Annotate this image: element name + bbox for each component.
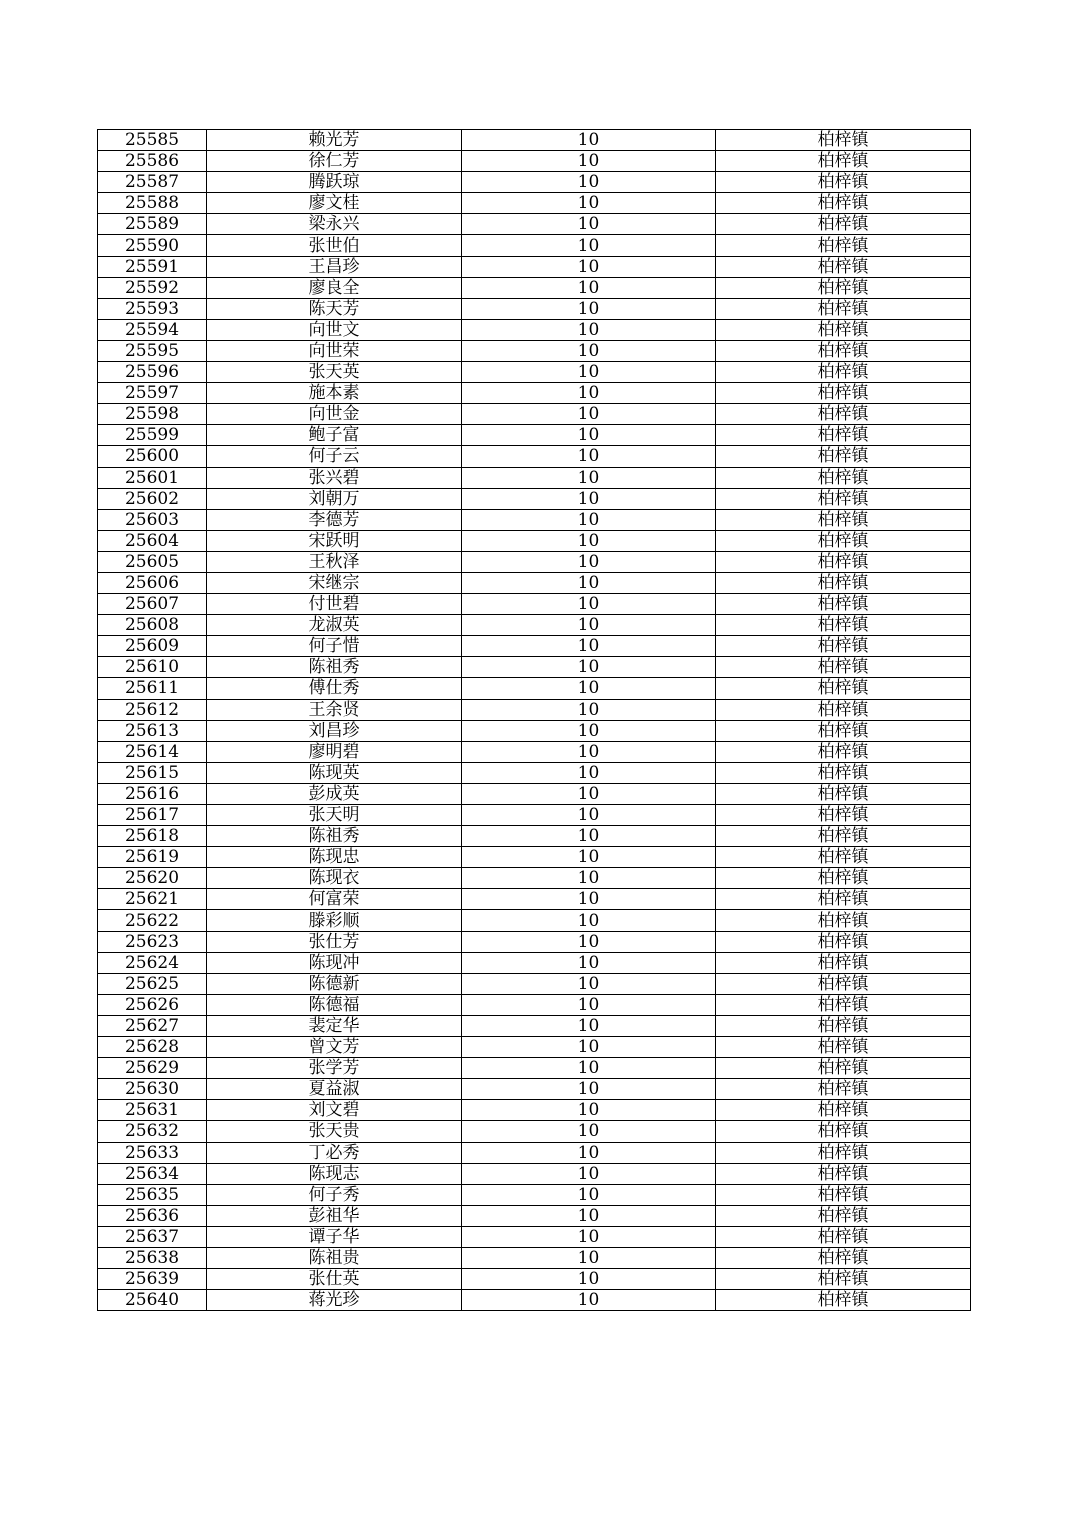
town-cell: 柏梓镇 (716, 594, 971, 615)
table-row (98, 678, 971, 699)
town-cell: 柏梓镇 (716, 847, 971, 868)
row-id-cell: 25614 (98, 741, 207, 762)
row-id-cell: 25612 (98, 699, 207, 720)
table-row (98, 235, 971, 256)
row-id-cell: 25639 (98, 1269, 207, 1290)
name-cell: 张天英 (207, 362, 462, 383)
table-row (98, 636, 971, 657)
table-row (98, 762, 971, 783)
town-cell: 柏梓镇 (716, 994, 971, 1015)
table-row (98, 594, 971, 615)
table-row (98, 1226, 971, 1247)
amount-cell: 10 (462, 868, 716, 889)
table-row (98, 615, 971, 636)
row-id-cell: 25617 (98, 805, 207, 826)
table-row (98, 868, 971, 889)
town-cell: 柏梓镇 (716, 509, 971, 530)
amount-cell: 10 (462, 1290, 716, 1311)
table-row (98, 1079, 971, 1100)
row-id-cell: 25618 (98, 826, 207, 847)
town-cell: 柏梓镇 (716, 193, 971, 214)
amount-cell: 10 (462, 1184, 716, 1205)
amount-cell: 10 (462, 551, 716, 572)
town-cell: 柏梓镇 (716, 1269, 971, 1290)
row-id-cell: 25623 (98, 931, 207, 952)
name-cell: 陈现英 (207, 762, 462, 783)
table-row (98, 530, 971, 551)
table-row (98, 319, 971, 340)
amount-cell: 10 (462, 657, 716, 678)
name-cell: 蒋光珍 (207, 1290, 462, 1311)
table-row (98, 362, 971, 383)
table-row (98, 783, 971, 804)
amount-cell: 10 (462, 699, 716, 720)
table-row (98, 1142, 971, 1163)
town-cell: 柏梓镇 (716, 868, 971, 889)
row-id-cell: 25625 (98, 973, 207, 994)
row-id-cell: 25627 (98, 1015, 207, 1036)
amount-cell: 10 (462, 1247, 716, 1268)
name-cell: 陈现衣 (207, 868, 462, 889)
table-row (98, 214, 971, 235)
town-cell: 柏梓镇 (716, 467, 971, 488)
table-row (98, 193, 971, 214)
table-row (98, 130, 971, 151)
town-cell: 柏梓镇 (716, 1058, 971, 1079)
amount-cell: 10 (462, 383, 716, 404)
name-cell: 彭祖华 (207, 1205, 462, 1226)
amount-cell: 10 (462, 952, 716, 973)
amount-cell: 10 (462, 826, 716, 847)
row-id-cell: 25628 (98, 1037, 207, 1058)
row-id-cell: 25601 (98, 467, 207, 488)
amount-cell: 10 (462, 151, 716, 172)
table-row (98, 425, 971, 446)
row-id-cell: 25604 (98, 530, 207, 551)
amount-cell: 10 (462, 762, 716, 783)
name-cell: 向世荣 (207, 340, 462, 361)
town-cell: 柏梓镇 (716, 1290, 971, 1311)
name-cell: 徐仁芳 (207, 151, 462, 172)
name-cell: 曾文芳 (207, 1037, 462, 1058)
table-row (98, 994, 971, 1015)
amount-cell: 10 (462, 193, 716, 214)
amount-cell: 10 (462, 1269, 716, 1290)
name-cell: 刘昌珍 (207, 720, 462, 741)
town-cell: 柏梓镇 (716, 256, 971, 277)
name-cell: 滕彩顺 (207, 910, 462, 931)
name-cell: 何富荣 (207, 889, 462, 910)
row-id-cell: 25609 (98, 636, 207, 657)
town-cell: 柏梓镇 (716, 383, 971, 404)
table-row (98, 551, 971, 572)
town-cell: 柏梓镇 (716, 404, 971, 425)
table-row (98, 172, 971, 193)
row-id-cell: 25587 (98, 172, 207, 193)
town-cell: 柏梓镇 (716, 1037, 971, 1058)
row-id-cell: 25635 (98, 1184, 207, 1205)
table-row (98, 720, 971, 741)
amount-cell: 10 (462, 1015, 716, 1036)
amount-cell: 10 (462, 741, 716, 762)
town-cell: 柏梓镇 (716, 1015, 971, 1036)
amount-cell: 10 (462, 1121, 716, 1142)
data-table (97, 129, 971, 1311)
town-cell: 柏梓镇 (716, 340, 971, 361)
name-cell: 张仕英 (207, 1269, 462, 1290)
row-id-cell: 25629 (98, 1058, 207, 1079)
town-cell: 柏梓镇 (716, 319, 971, 340)
table-row (98, 151, 971, 172)
amount-cell: 10 (462, 488, 716, 509)
town-cell: 柏梓镇 (716, 488, 971, 509)
amount-cell: 10 (462, 720, 716, 741)
amount-cell: 10 (462, 446, 716, 467)
name-cell: 鲍子富 (207, 425, 462, 446)
row-id-cell: 25608 (98, 615, 207, 636)
town-cell: 柏梓镇 (716, 805, 971, 826)
row-id-cell: 25591 (98, 256, 207, 277)
town-cell: 柏梓镇 (716, 1079, 971, 1100)
amount-cell: 10 (462, 1058, 716, 1079)
town-cell: 柏梓镇 (716, 1226, 971, 1247)
row-id-cell: 25621 (98, 889, 207, 910)
row-id-cell: 25636 (98, 1205, 207, 1226)
name-cell: 廖良全 (207, 277, 462, 298)
name-cell: 何子惜 (207, 636, 462, 657)
name-cell: 陈祖秀 (207, 657, 462, 678)
table-row (98, 277, 971, 298)
amount-cell: 10 (462, 1100, 716, 1121)
name-cell: 宋继宗 (207, 572, 462, 593)
town-cell: 柏梓镇 (716, 551, 971, 572)
name-cell: 向世金 (207, 404, 462, 425)
town-cell: 柏梓镇 (716, 425, 971, 446)
name-cell: 陈祖贵 (207, 1247, 462, 1268)
table-row (98, 910, 971, 931)
row-id-cell: 25596 (98, 362, 207, 383)
name-cell: 傅仕秀 (207, 678, 462, 699)
amount-cell: 10 (462, 931, 716, 952)
name-cell: 陈现冲 (207, 952, 462, 973)
row-id-cell: 25594 (98, 319, 207, 340)
town-cell: 柏梓镇 (716, 362, 971, 383)
town-cell: 柏梓镇 (716, 1247, 971, 1268)
amount-cell: 10 (462, 594, 716, 615)
town-cell: 柏梓镇 (716, 762, 971, 783)
amount-cell: 10 (462, 615, 716, 636)
town-cell: 柏梓镇 (716, 636, 971, 657)
amount-cell: 10 (462, 340, 716, 361)
table-row (98, 1058, 971, 1079)
town-cell: 柏梓镇 (716, 889, 971, 910)
amount-cell: 10 (462, 256, 716, 277)
name-cell: 陈现志 (207, 1163, 462, 1184)
name-cell: 廖明碧 (207, 741, 462, 762)
row-id-cell: 25595 (98, 340, 207, 361)
town-cell: 柏梓镇 (716, 741, 971, 762)
amount-cell: 10 (462, 172, 716, 193)
name-cell: 张学芳 (207, 1058, 462, 1079)
row-id-cell: 25632 (98, 1121, 207, 1142)
row-id-cell: 25634 (98, 1163, 207, 1184)
row-id-cell: 25599 (98, 425, 207, 446)
table-body (98, 130, 971, 1311)
town-cell: 柏梓镇 (716, 826, 971, 847)
town-cell: 柏梓镇 (716, 1184, 971, 1205)
town-cell: 柏梓镇 (716, 214, 971, 235)
amount-cell: 10 (462, 1205, 716, 1226)
amount-cell: 10 (462, 362, 716, 383)
row-id-cell: 25620 (98, 868, 207, 889)
amount-cell: 10 (462, 636, 716, 657)
table-row (98, 1100, 971, 1121)
town-cell: 柏梓镇 (716, 1163, 971, 1184)
amount-cell: 10 (462, 805, 716, 826)
table-row (98, 931, 971, 952)
row-id-cell: 25637 (98, 1226, 207, 1247)
table-row (98, 572, 971, 593)
table-row (98, 404, 971, 425)
name-cell: 王余贤 (207, 699, 462, 720)
town-cell: 柏梓镇 (716, 572, 971, 593)
row-id-cell: 25616 (98, 783, 207, 804)
name-cell: 宋跃明 (207, 530, 462, 551)
town-cell: 柏梓镇 (716, 615, 971, 636)
amount-cell: 10 (462, 130, 716, 151)
table-row (98, 1163, 971, 1184)
row-id-cell: 25600 (98, 446, 207, 467)
town-cell: 柏梓镇 (716, 1121, 971, 1142)
town-cell: 柏梓镇 (716, 1100, 971, 1121)
amount-cell: 10 (462, 1079, 716, 1100)
row-id-cell: 25592 (98, 277, 207, 298)
table-row (98, 1269, 971, 1290)
name-cell: 腾跃琼 (207, 172, 462, 193)
name-cell: 何子云 (207, 446, 462, 467)
name-cell: 裴定华 (207, 1015, 462, 1036)
row-id-cell: 25589 (98, 214, 207, 235)
town-cell: 柏梓镇 (716, 446, 971, 467)
amount-cell: 10 (462, 1142, 716, 1163)
town-cell: 柏梓镇 (716, 783, 971, 804)
name-cell: 张世伯 (207, 235, 462, 256)
amount-cell: 10 (462, 783, 716, 804)
town-cell: 柏梓镇 (716, 657, 971, 678)
town-cell: 柏梓镇 (716, 130, 971, 151)
name-cell: 丁必秀 (207, 1142, 462, 1163)
row-id-cell: 25622 (98, 910, 207, 931)
table-row (98, 1205, 971, 1226)
name-cell: 夏益淑 (207, 1079, 462, 1100)
row-id-cell: 25593 (98, 298, 207, 319)
table-row (98, 340, 971, 361)
table-row (98, 467, 971, 488)
table-row (98, 1015, 971, 1036)
amount-cell: 10 (462, 1163, 716, 1184)
town-cell: 柏梓镇 (716, 678, 971, 699)
town-cell: 柏梓镇 (716, 931, 971, 952)
table-row (98, 847, 971, 868)
name-cell: 张天明 (207, 805, 462, 826)
row-id-cell: 25586 (98, 151, 207, 172)
town-cell: 柏梓镇 (716, 172, 971, 193)
table-row (98, 805, 971, 826)
table-row (98, 256, 971, 277)
town-cell: 柏梓镇 (716, 151, 971, 172)
name-cell: 李德芳 (207, 509, 462, 530)
table-row (98, 826, 971, 847)
table-row (98, 1247, 971, 1268)
table-row (98, 1121, 971, 1142)
name-cell: 陈天芳 (207, 298, 462, 319)
row-id-cell: 25588 (98, 193, 207, 214)
row-id-cell: 25597 (98, 383, 207, 404)
name-cell: 陈现忠 (207, 847, 462, 868)
row-id-cell: 25615 (98, 762, 207, 783)
name-cell: 谭子华 (207, 1226, 462, 1247)
table-row (98, 488, 971, 509)
table-row (98, 509, 971, 530)
name-cell: 梁永兴 (207, 214, 462, 235)
row-id-cell: 25626 (98, 994, 207, 1015)
town-cell: 柏梓镇 (716, 298, 971, 319)
amount-cell: 10 (462, 467, 716, 488)
town-cell: 柏梓镇 (716, 720, 971, 741)
amount-cell: 10 (462, 509, 716, 530)
row-id-cell: 25630 (98, 1079, 207, 1100)
name-cell: 王昌珍 (207, 256, 462, 277)
amount-cell: 10 (462, 1037, 716, 1058)
table-row (98, 657, 971, 678)
name-cell: 赖光芳 (207, 130, 462, 151)
name-cell: 向世文 (207, 319, 462, 340)
amount-cell: 10 (462, 277, 716, 298)
table-row (98, 446, 971, 467)
row-id-cell: 25607 (98, 594, 207, 615)
town-cell: 柏梓镇 (716, 699, 971, 720)
row-id-cell: 25585 (98, 130, 207, 151)
town-cell: 柏梓镇 (716, 1205, 971, 1226)
town-cell: 柏梓镇 (716, 1142, 971, 1163)
row-id-cell: 25606 (98, 572, 207, 593)
town-cell: 柏梓镇 (716, 952, 971, 973)
table-row (98, 383, 971, 404)
name-cell: 付世碧 (207, 594, 462, 615)
row-id-cell: 25603 (98, 509, 207, 530)
name-cell: 张兴碧 (207, 467, 462, 488)
amount-cell: 10 (462, 404, 716, 425)
amount-cell: 10 (462, 910, 716, 931)
row-id-cell: 25605 (98, 551, 207, 572)
table-row (98, 973, 971, 994)
town-cell: 柏梓镇 (716, 910, 971, 931)
table-row (98, 699, 971, 720)
name-cell: 陈德福 (207, 994, 462, 1015)
name-cell: 张天贵 (207, 1121, 462, 1142)
table-row (98, 1290, 971, 1311)
town-cell: 柏梓镇 (716, 235, 971, 256)
table-row (98, 741, 971, 762)
town-cell: 柏梓镇 (716, 973, 971, 994)
row-id-cell: 25640 (98, 1290, 207, 1311)
name-cell: 龙淑英 (207, 615, 462, 636)
amount-cell: 10 (462, 847, 716, 868)
name-cell: 陈德新 (207, 973, 462, 994)
amount-cell: 10 (462, 298, 716, 319)
name-cell: 廖文桂 (207, 193, 462, 214)
table-row (98, 952, 971, 973)
name-cell: 彭成英 (207, 783, 462, 804)
name-cell: 陈祖秀 (207, 826, 462, 847)
town-cell: 柏梓镇 (716, 530, 971, 551)
amount-cell: 10 (462, 572, 716, 593)
amount-cell: 10 (462, 214, 716, 235)
amount-cell: 10 (462, 235, 716, 256)
name-cell: 张仕芳 (207, 931, 462, 952)
amount-cell: 10 (462, 994, 716, 1015)
row-id-cell: 25638 (98, 1247, 207, 1268)
name-cell: 施本素 (207, 383, 462, 404)
amount-cell: 10 (462, 678, 716, 699)
table-row (98, 1184, 971, 1205)
amount-cell: 10 (462, 1226, 716, 1247)
row-id-cell: 25590 (98, 235, 207, 256)
name-cell: 何子秀 (207, 1184, 462, 1205)
table-row (98, 298, 971, 319)
row-id-cell: 25613 (98, 720, 207, 741)
name-cell: 刘文碧 (207, 1100, 462, 1121)
row-id-cell: 25610 (98, 657, 207, 678)
amount-cell: 10 (462, 425, 716, 446)
table-row (98, 1037, 971, 1058)
row-id-cell: 25602 (98, 488, 207, 509)
name-cell: 刘朝万 (207, 488, 462, 509)
row-id-cell: 25611 (98, 678, 207, 699)
amount-cell: 10 (462, 973, 716, 994)
town-cell: 柏梓镇 (716, 277, 971, 298)
amount-cell: 10 (462, 889, 716, 910)
row-id-cell: 25598 (98, 404, 207, 425)
table-row (98, 889, 971, 910)
amount-cell: 10 (462, 530, 716, 551)
row-id-cell: 25633 (98, 1142, 207, 1163)
amount-cell: 10 (462, 319, 716, 340)
name-cell: 王秋泽 (207, 551, 462, 572)
row-id-cell: 25624 (98, 952, 207, 973)
row-id-cell: 25631 (98, 1100, 207, 1121)
row-id-cell: 25619 (98, 847, 207, 868)
